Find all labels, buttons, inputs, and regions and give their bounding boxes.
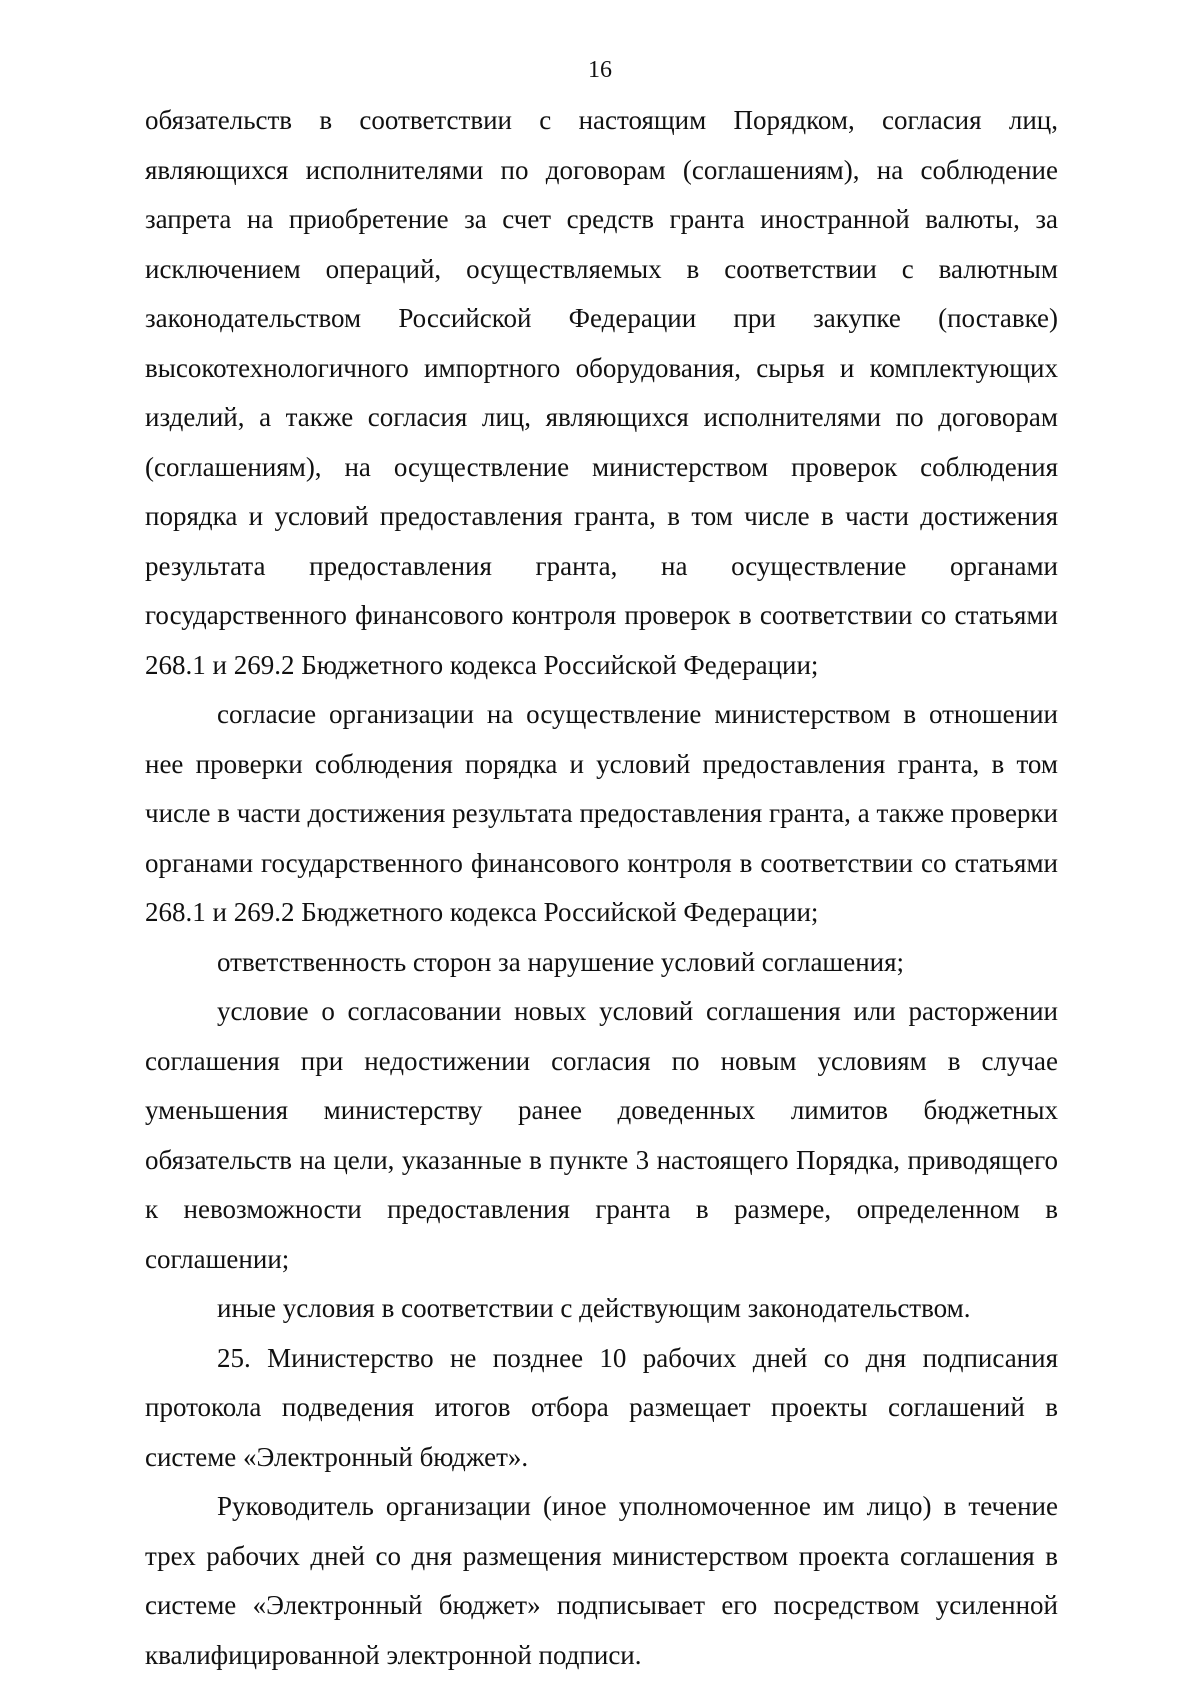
paragraph-continuation: обязательств в соответствии с настоящим Порядком, согласия лиц, являющихся исполнителями по договорам (соглашениям), на соблюдение запрета на приобретение за счет средств гранта иностранной валюты, за исключением операций, осуществляемых в соответствии с валютным законодательством Российской Федерации при закупке (поставке) высокотехнологичного импортного оборудования, сырья и комплектующих изделий, а также согласия лиц, являющихся исполнителями по договорам (соглашениям), на осуществление министерством проверок соблюдения порядка и условий предоставления гранта, в том числе в части достижения результата предоставления гранта, на осуществление органами государственного финансового контроля проверок в соответствии со статьями 268.1 и 269.2 Бюджетного кодекса Российской Федерации; [145, 105, 1058, 680]
document-body [145, 96, 1058, 1680]
paragraph-consent-organization: согласие организации на осуществление министерством в отношении нее проверки соблюдения порядка и условий предоставления гранта, в том числе в части достижения результата предоставления гранта, а также проверки органами государственного финансового контроля в соответствии со статьями 268.1 и 269.2 Бюджетного кодекса Российской Федерации; [145, 699, 1058, 927]
paragraph-item-25: 25. Министерство не позднее 10 рабочих дней со дня подписания протокола подведения итогов отбора размещает проекты соглашений в системе «Электронный бюджет». [145, 1342, 1058, 1472]
paragraph-responsibility: ответственность сторон за нарушение условий соглашения; [217, 946, 905, 977]
page-number: 16 [588, 57, 612, 83]
paragraph-new-terms-condition: условие о согласовании новых условий соглашения или расторжении соглашения при недостижении согласия по новым условиям в случае уменьшения министерству ранее доведенных лимитов бюджетных обязательств на цели, указанные в пункте 3 настоящего Порядка, приводящего к невозможности предоставления гранта в размере, определенном в соглашении; [145, 996, 1058, 1274]
paragraph-head-signature: Руководитель организации (иное уполномоченное им лицо) в течение трех рабочих дней со дня размещения министерством проекта соглашения в системе «Электронный бюджет» подписывает его посредством усиленной квалифицированной электронной подписи. [145, 1491, 1058, 1670]
paragraph-other-conditions: иные условия в соответствии с действующим законодательством. [217, 1293, 971, 1323]
